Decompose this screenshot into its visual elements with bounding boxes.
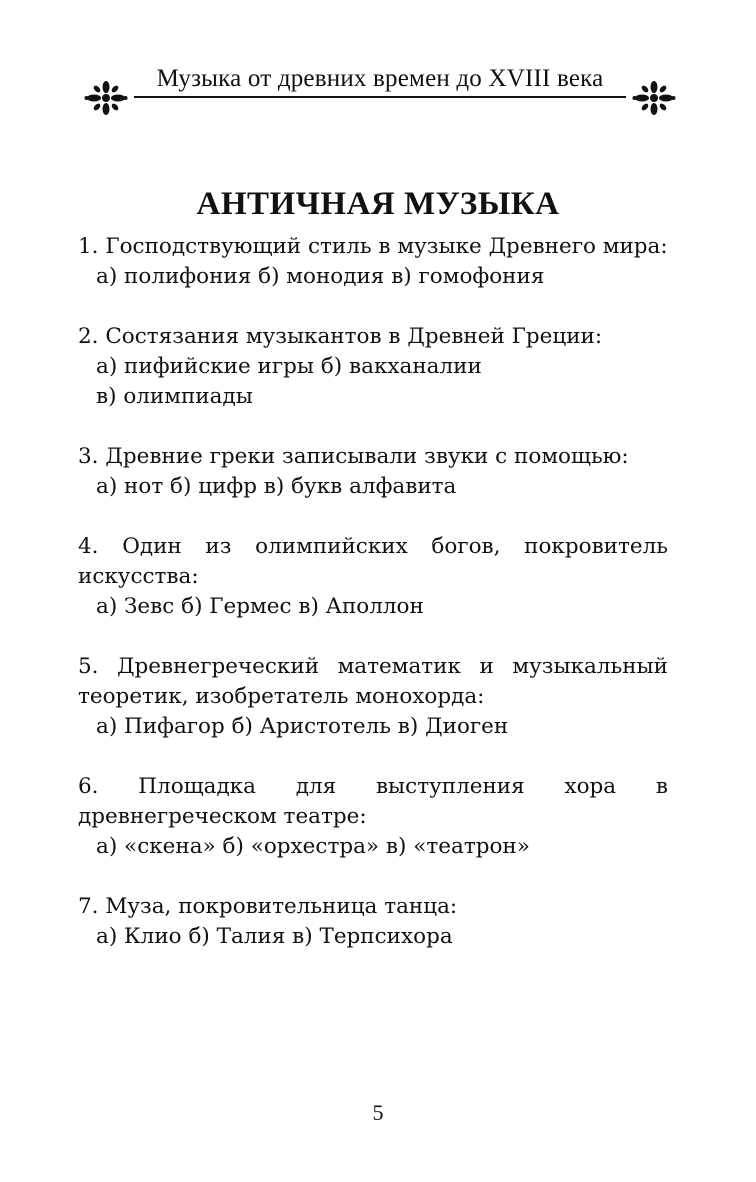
running-head-title: Музыка от древних времен до XVIII века bbox=[156, 65, 604, 92]
question-options bbox=[78, 262, 668, 292]
running-head bbox=[80, 56, 680, 106]
question-text: 7. Муза, покровительница танца: bbox=[78, 894, 458, 919]
floral-ornament-icon bbox=[632, 80, 676, 116]
question-3 bbox=[78, 442, 668, 502]
option-line: в) олимпиады bbox=[96, 384, 253, 409]
question-options bbox=[78, 832, 668, 862]
question-options bbox=[78, 712, 668, 742]
question-text: 5. Древнегреческий математик и музыкальный теоретик, изобретатель монохорда: bbox=[78, 654, 668, 709]
question-7 bbox=[78, 892, 668, 952]
option-line: а) Зевс б) Гермес в) Аполлон bbox=[96, 594, 424, 619]
option-line: а) Клио б) Талия в) Терпсихора bbox=[96, 924, 453, 949]
question-5 bbox=[78, 652, 668, 742]
question-options bbox=[78, 352, 668, 412]
page-number: 5 bbox=[372, 1100, 384, 1125]
question-text: 3. Древние греки записывали звуки с помощью: bbox=[78, 444, 629, 469]
option-line: а) Пифагор б) Аристотель в) Диоген bbox=[96, 714, 509, 739]
question-1 bbox=[78, 232, 668, 292]
question-list bbox=[78, 232, 668, 982]
page-title: АНТИЧНАЯ МУЗЫКА bbox=[196, 186, 560, 223]
question-text: 2. Состязания музыкантов в Древней Греции: bbox=[78, 324, 603, 349]
question-options bbox=[78, 922, 668, 952]
option-line: а) «скена» б) «орхестра» в) «театрон» bbox=[96, 834, 530, 859]
question-text: 1. Господствующий стиль в музыке Древнего мира: bbox=[78, 234, 668, 259]
question-6 bbox=[78, 772, 668, 862]
option-line: а) пифийские игры б) вакханалии bbox=[96, 354, 482, 379]
question-options bbox=[78, 472, 668, 502]
question-text: 6. Площадка для выступления хора в древнегреческом театре: bbox=[78, 774, 668, 829]
option-line: а) нот б) цифр в) букв алфавита bbox=[96, 474, 457, 499]
question-options bbox=[78, 592, 668, 622]
question-text: 4. Один из олимпийских богов, покровитель искусства: bbox=[78, 534, 668, 589]
question-4 bbox=[78, 532, 668, 622]
question-2 bbox=[78, 322, 668, 412]
running-head-rule bbox=[134, 96, 626, 98]
option-line: а) полифония б) монодия в) гомофония bbox=[96, 264, 545, 289]
